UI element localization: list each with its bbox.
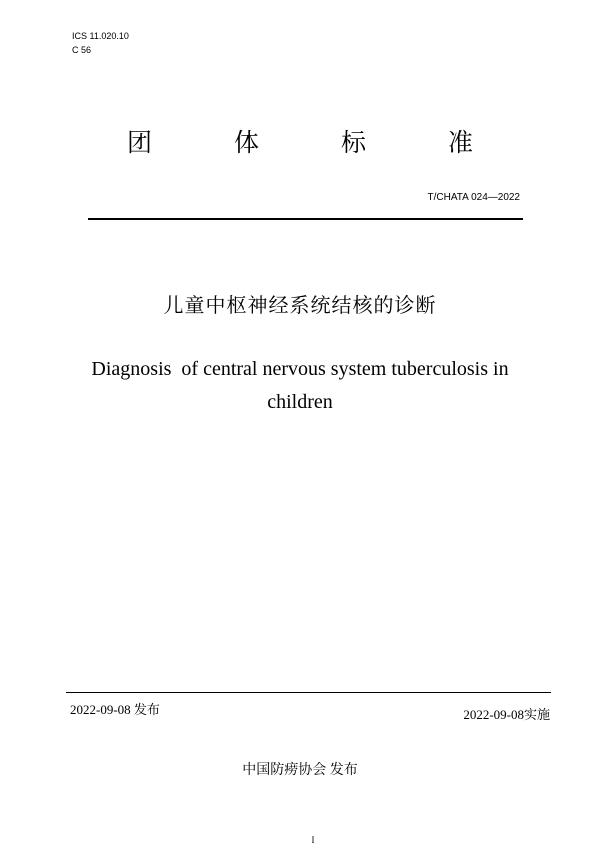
title-english: Diagnosis of central nervous system tuberculosis in children [91, 358, 514, 413]
header-divider [88, 218, 523, 220]
footer-divider [66, 692, 551, 693]
publisher: 中国防痨协会 发布 [242, 763, 358, 778]
publish-date: 2022-09-08 发布 [70, 702, 160, 717]
title-chinese: 儿童中枢神经系统结核的诊断 [163, 293, 437, 317]
ics-code: ICS 11.020.10 [72, 31, 129, 41]
standard-type-char: 准 [447, 128, 473, 157]
standard-type-char: 团 [127, 128, 153, 157]
standard-type-heading [0, 126, 600, 160]
standard-type-char: 体 [234, 128, 260, 157]
standard-type-char: 标 [340, 128, 366, 157]
implement-date: 2022-09-08实施 [463, 707, 550, 722]
ccs-code: C 56 [72, 45, 92, 55]
page-number: I [311, 835, 315, 845]
standard-number: T/CHATA 024—2022 [427, 192, 520, 203]
classification-codes [72, 29, 129, 57]
